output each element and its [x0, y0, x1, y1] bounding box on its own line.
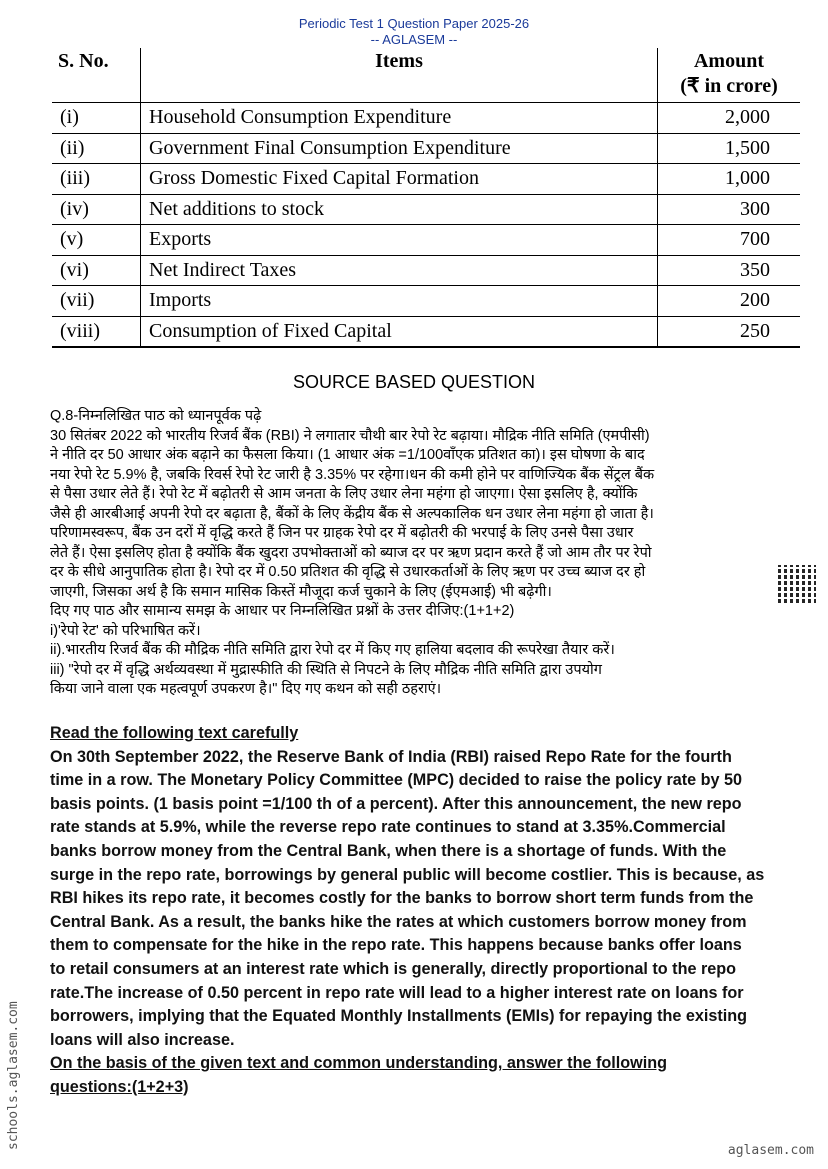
row-amount: 1,000 — [658, 164, 801, 195]
col-amount — [658, 48, 801, 103]
row-sno: (v) — [52, 225, 141, 256]
question-number-line: Q.8-निम्नलिखित पाठ को ध्यानपूर्वक पढ़े — [50, 408, 262, 424]
english-passage — [50, 722, 800, 1100]
hindi-line: जाएगी, जिसका अर्थ है कि समान मासिक किस्तें मौजूदा कर्ज चुकाने के लिए (ईएमआई) भी बढ़ेगी। — [50, 583, 552, 600]
row-amount: 300 — [658, 194, 801, 225]
section-title: SOURCE BASED QUESTION — [292, 372, 536, 392]
row-sno: (i) — [52, 103, 141, 134]
table-row — [52, 316, 800, 347]
header-brand: -- AGLASEM -- — [370, 32, 458, 47]
hindi-line: i)'रेपो रेट' को परिभाषित करें। — [50, 622, 201, 639]
footer-watermark: aglasem.com — [727, 1143, 814, 1158]
qr-code-icon — [778, 565, 816, 603]
row-amount: 350 — [658, 255, 801, 286]
table-row — [52, 103, 800, 134]
hindi-line: दिए गए पाठ और सामान्य समझ के आधार पर निम्नलिखित प्रश्नों के उत्तर दीजिए:(1+1+2) — [50, 603, 515, 619]
row-item: Net additions to stock — [141, 194, 658, 225]
hindi-line: ने नीति दर 50 आधार अंक बढ़ाने का फैसला किया। (1 आधार अंक =1/100वाँएक प्रतिशत का)। इस घोषणा के बाद — [50, 447, 645, 463]
table-header-row — [52, 48, 800, 103]
english-line: rate stands at 5.9%, while the reverse repo rate continues to stand at 3.35%.Commercial — [50, 818, 726, 837]
english-line: loans will also increase. — [50, 1030, 235, 1049]
hindi-line: लेते हैं। ऐसा इसलिए होता है क्योंकि बैंक खुदरा उपभोक्ताओं को ब्याज दर पर ऋण प्रदान करते हैं जो आम तौर पर रेपो — [50, 544, 652, 561]
english-line: Central Bank. As a result, the banks hike the rates at which customers borrow money from — [50, 912, 747, 931]
row-item: Exports — [141, 225, 658, 256]
table-row — [52, 164, 800, 195]
instruction-marks: questions:(1+2+3) — [50, 1077, 189, 1096]
hindi-line: से पैसा उधार लेते हैं। रेपो रेट में बढ़ोतरी से आम जनता के लिए उधार लेना महंगा हो जाएगा। ऐसा इसलिए है, क्योंकि — [50, 486, 638, 502]
row-item: Gross Domestic Fixed Capital Formation — [141, 164, 658, 195]
hindi-line: परिणामस्वरूप, बैंक उन दरों में वृद्धि करते हैं जिन पर ग्राहक रेपो दर में बढ़ोतरी की भरपाई के लिए उनसे पैसा उधार — [50, 525, 634, 541]
row-sno: (vi) — [52, 255, 141, 286]
col-amount-unit: (₹ in crore) — [680, 75, 778, 97]
row-sno: (iv) — [52, 194, 141, 225]
row-item: Consumption of Fixed Capital — [141, 316, 658, 347]
english-heading: Read the following text carefully — [50, 724, 299, 742]
table-row — [52, 225, 800, 256]
table-row — [52, 194, 800, 225]
english-line: to retail consumers at an interest rate which is generally, directly proportional to the repo — [50, 959, 737, 978]
row-amount: 700 — [658, 225, 801, 256]
row-amount: 1,500 — [658, 133, 801, 164]
row-amount: 250 — [658, 316, 801, 347]
hindi-line: 30 सितंबर 2022 को भारतीय रिजर्व बैंक (RBI) ने लगातार चौथी बार रेपो रेट बढ़ाया। मौद्रिक नीति समिति (एमपीसी) — [50, 427, 650, 444]
english-line: rate.The increase of 0.50 percent in repo rate will lead to a higher interest rate on loans for — [50, 983, 744, 1002]
hindi-line: जैसे ही आरबीआई अपनी रेपो दर बढ़ाता है, बैंकों के लिए केंद्रीय बैंक से अल्पकालिक धन उधार लेना महंगा हो जाता है। — [50, 505, 654, 522]
row-sno: (vii) — [52, 286, 141, 317]
header-title: Periodic Test 1 Question Paper 2025-26 — [298, 16, 530, 31]
english-line: them to compensate for the hike in the repo rate. This happens because banks offer loans — [50, 936, 742, 955]
row-sno: (viii) — [52, 316, 141, 347]
row-amount: 2,000 — [658, 103, 801, 134]
row-sno: (iii) — [52, 164, 141, 195]
side-watermark: schools.aglasem.com — [6, 1001, 21, 1150]
hindi-line: दर के सीधे आनुपातिक होता है। रेपो दर में 0.50 प्रतिशत की वृद्धि से उधारकर्ताओं के लिए ऋण पर उच्च ब्याज दर हो — [50, 564, 646, 580]
hindi-line: नया रेपो रेट 5.9% है, जबकि रिवर्स रेपो रेट जारी है 3.35% पर रहेगा।धन की कमी होने पर वाणिज्यिक बैंक सेंट्रल बैंक — [50, 466, 655, 483]
table-row — [52, 133, 800, 164]
english-line: RBI hikes its repo rate, it becomes costly for the banks to borrow short term funds from the — [50, 889, 754, 908]
row-item: Government Final Consumption Expenditure — [141, 133, 658, 164]
col-amount-label: Amount — [693, 50, 764, 72]
col-sno: S. No. — [52, 48, 141, 103]
table-row — [52, 255, 800, 286]
table-row — [52, 286, 800, 317]
row-item: Imports — [141, 286, 658, 317]
national-income-table — [52, 48, 800, 348]
english-line: basis points. (1 basis point =1/100 th of a percent). After this announcement, the new repo — [50, 794, 742, 813]
row-item: Household Consumption Expenditure — [141, 103, 658, 134]
english-line: time in a row. The Monetary Policy Committee (MPC) decided to raise the policy rate by 50 — [50, 771, 743, 790]
hindi-passage — [50, 407, 790, 700]
english-line: surge in the repo rate, borrowings by general public will become costlier. This is because, as — [50, 865, 765, 884]
hindi-line: ii).भारतीय रिजर्व बैंक की मौद्रिक नीति समिति द्वारा रेपो दर में किए गए हालिया बदलाव की रूपरेखा तैयार करें। — [50, 642, 615, 658]
col-items: Items — [141, 48, 658, 103]
hindi-line: किया जाने वाला एक महत्वपूर्ण उपकरण है।" दिए गए कथन को सही ठहराएं। — [50, 681, 442, 697]
english-line: borrowers, implying that the Equated Monthly Installments (EMIs) for repaying the existing — [50, 1007, 748, 1026]
row-amount: 200 — [658, 286, 801, 317]
instruction-line: On the basis of the given text and common understanding, answer the following — [50, 1054, 667, 1073]
english-line: banks borrow money from the Central Bank, when there is a shortage of funds. With the — [50, 841, 727, 860]
hindi-line: iii) "रेपो दर में वृद्धि अर्थव्यवस्था में मुद्रास्फीति की स्थिति से निपटने के लिए मौद्रिक नीति समिति द्वारा उपयोग — [50, 661, 602, 678]
english-line: On 30th September 2022, the Reserve Bank of India (RBI) raised Repo Rate for the fourth — [50, 747, 732, 766]
row-item: Net Indirect Taxes — [141, 255, 658, 286]
row-sno: (ii) — [52, 133, 141, 164]
